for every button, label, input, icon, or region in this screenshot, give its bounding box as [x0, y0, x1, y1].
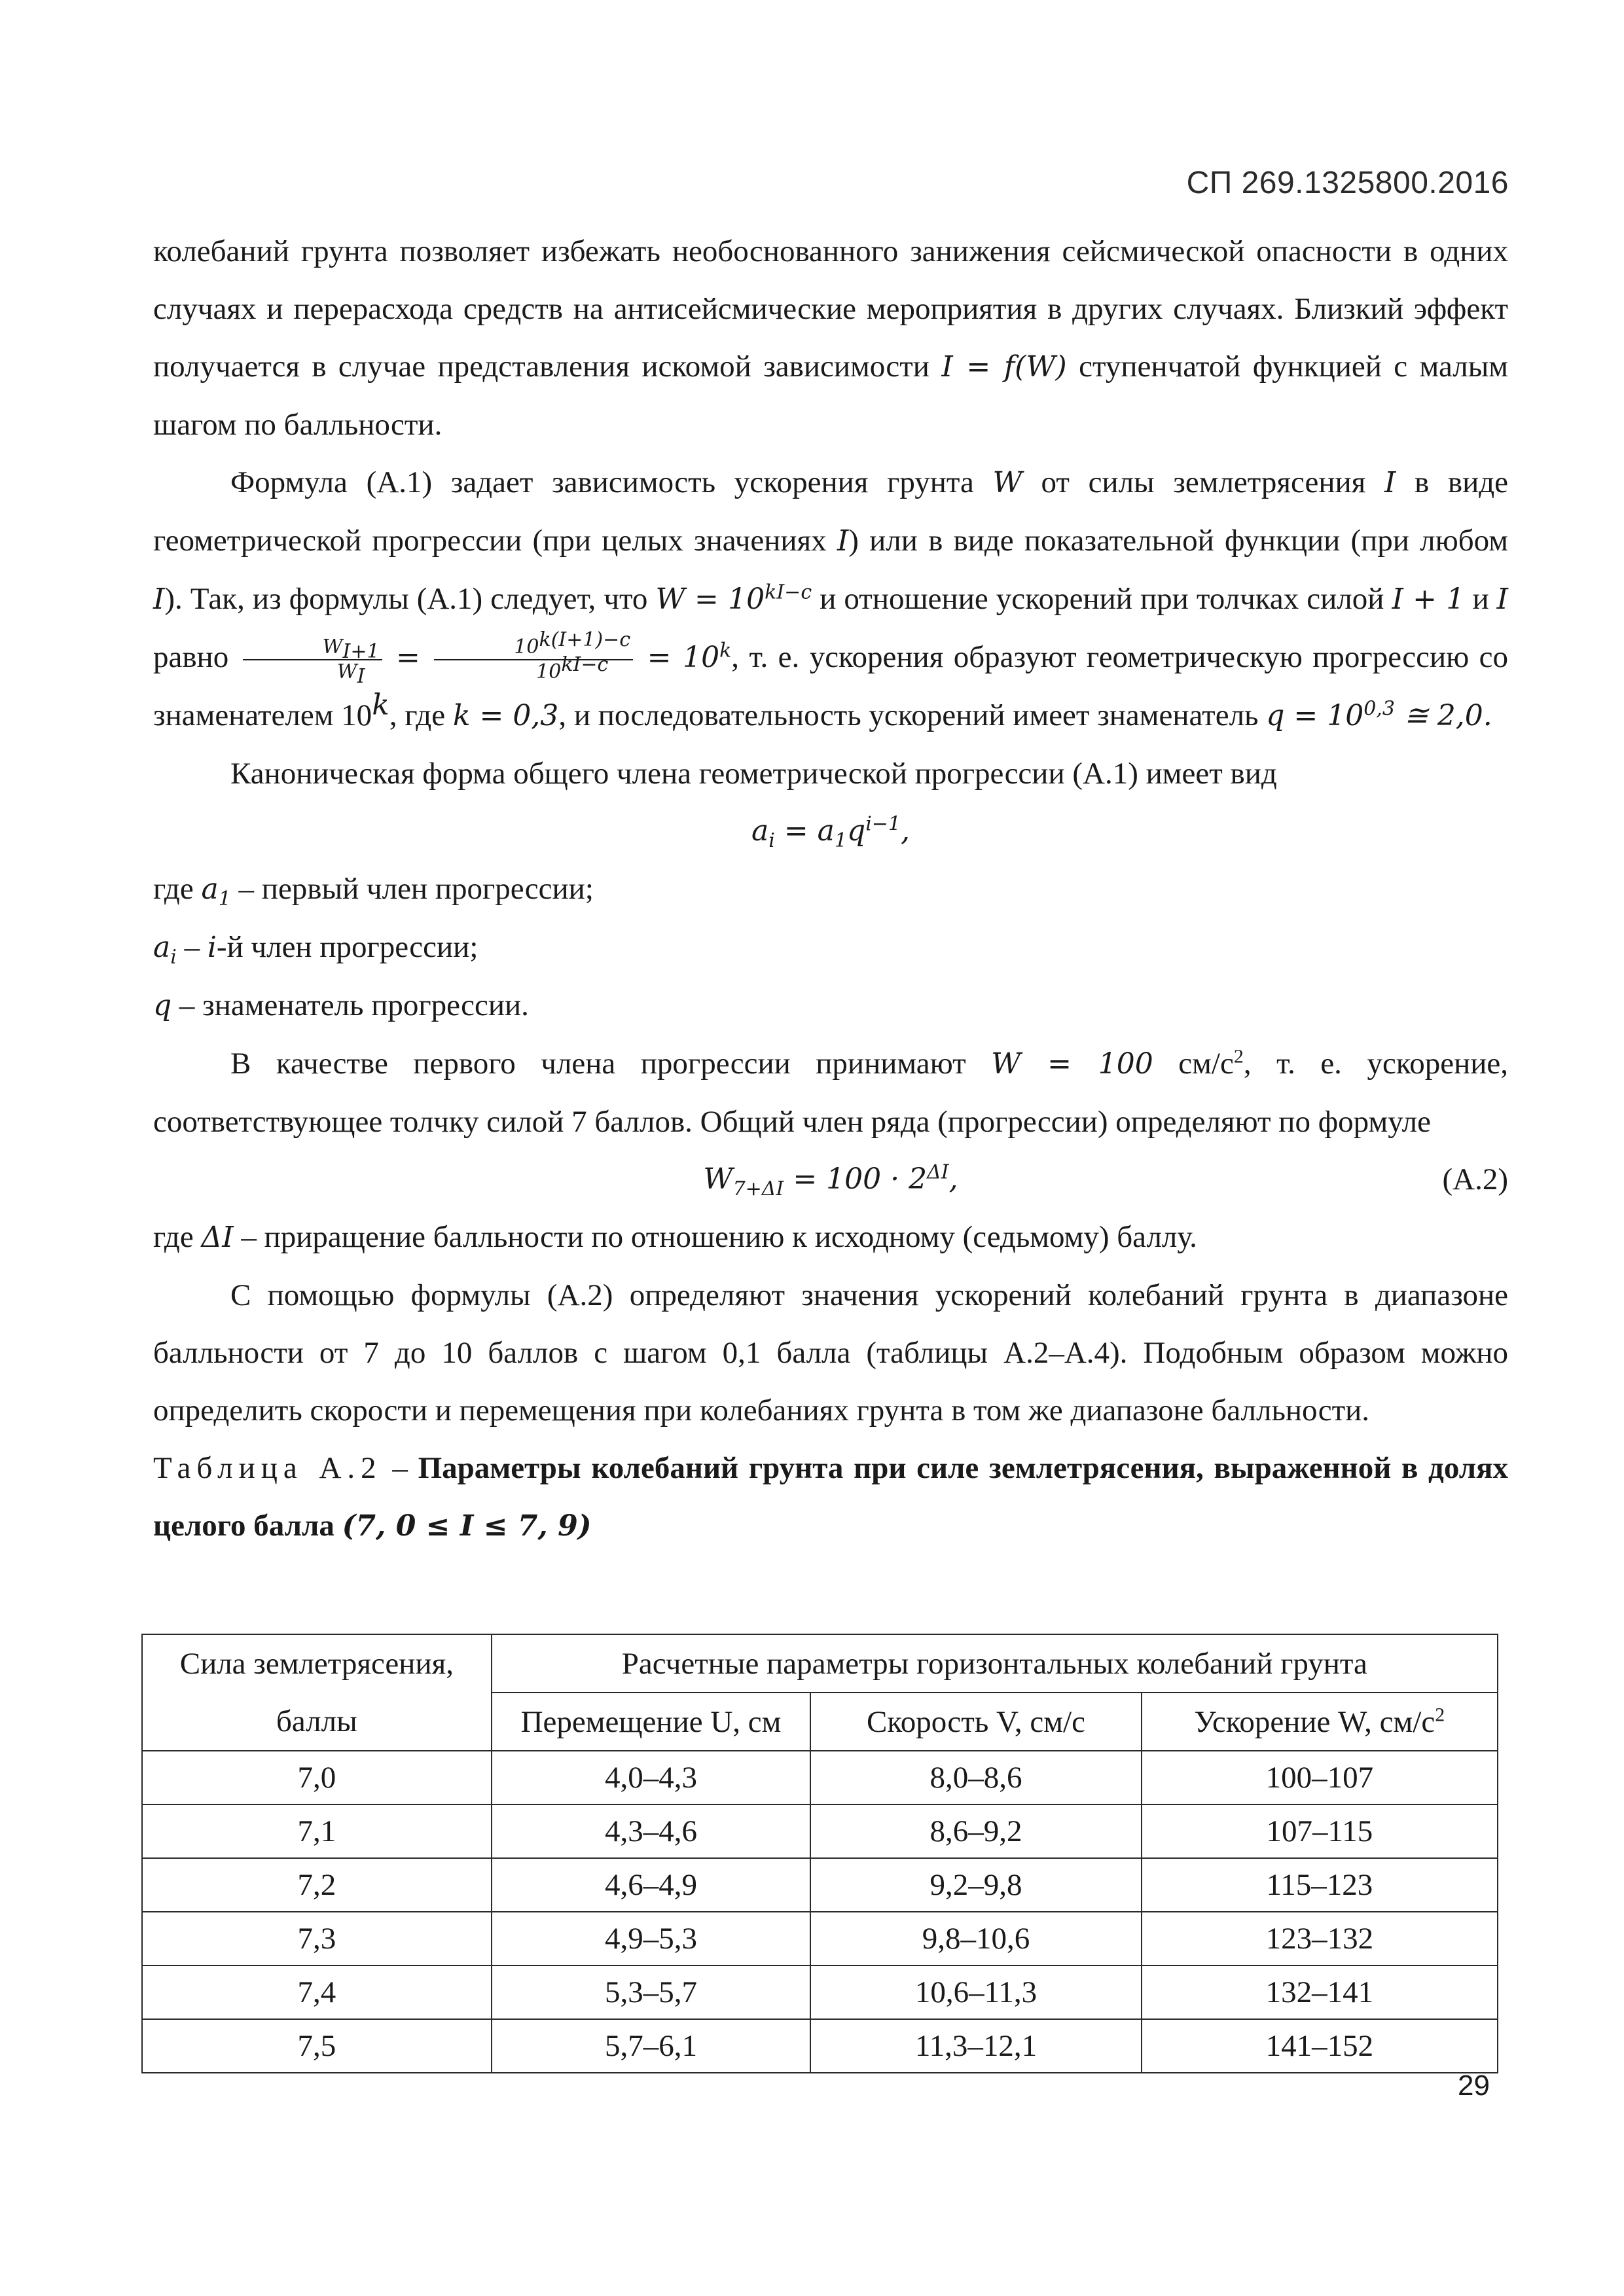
cell-displacement: 5,3–5,7 — [492, 1965, 811, 2019]
symbol-a: a — [201, 872, 219, 906]
table-title: Параметры колебаний грунта при силе землетрясения, выраженной в долях целого балла — [153, 1451, 1509, 1543]
table-range: (7, 0 ≤ I ≤ 7, 9) — [342, 1509, 592, 1543]
paragraph-text: Формула (А.1) задает зависимость ускорения грунта — [230, 465, 974, 499]
fraction-ratio — [243, 636, 382, 689]
symbol-w: W — [992, 466, 1022, 499]
equation-subscript: 1 — [834, 829, 848, 852]
fraction-denominator: W — [336, 660, 357, 684]
fraction-powers — [434, 628, 633, 684]
document-code: СП 269.1325800.2016 — [1186, 166, 1509, 200]
fraction-denominator: 10 — [536, 660, 562, 684]
fraction-numerator: 10 — [514, 636, 539, 659]
paragraph-first-term — [153, 1035, 1508, 1151]
equation-subscript: 7+ΔI — [732, 1177, 784, 1200]
formula-inline: W = 100 — [991, 1047, 1153, 1081]
cell-displacement: 4,9–5,3 — [492, 1912, 811, 1965]
equation-symbol: a — [751, 814, 769, 848]
where-line-4 — [153, 1208, 1508, 1266]
cell-displacement: 5,7–6,1 — [492, 2019, 811, 2073]
paragraph-text: в виде геометрической прогрессии (при целых значениях — [153, 465, 1509, 558]
cell-acceleration: 100–107 — [1142, 1751, 1498, 1804]
cell-velocity: 9,8–10,6 — [810, 1912, 1141, 1965]
caption-dash: – — [392, 1451, 408, 1485]
where-description: – приращение балльности по отношению к исходному (седьмому) баллу. — [241, 1220, 1197, 1254]
formula-base: q = 10 — [1266, 699, 1364, 732]
where-dash: – — [184, 930, 200, 964]
fraction-exponent: kI−c — [561, 653, 609, 677]
paragraph-text: ступенчатой функцией с малым шагом по балльности. — [153, 350, 1509, 442]
where-label: где — [153, 1220, 194, 1254]
paragraph-text: колебаний грунта позволяет избежать необоснованного занижения сейсмической опасности в одних случаях и перерасхода средств на антисейсмические мероприятия в других случаях. Близкий эффект получается в случае представления искомой зависимости — [153, 234, 1508, 384]
where-symbol — [153, 931, 177, 969]
table-row — [142, 1912, 1498, 1965]
formula-inline: I = f(W) — [941, 350, 1067, 384]
where-label: где — [153, 872, 194, 906]
cell-force: 7,1 — [142, 1804, 492, 1858]
where-description: -й член прогрессии; — [216, 930, 478, 964]
equation-general-term — [153, 802, 1508, 860]
symbol-q: q — [153, 989, 172, 1022]
cell-displacement: 4,6–4,9 — [492, 1858, 811, 1912]
symbol-i: I — [153, 583, 165, 616]
page-number: 29 — [1458, 2070, 1490, 2102]
formula-result — [647, 641, 732, 674]
symbol-subscript: i — [170, 945, 177, 969]
fraction-subscript: I — [357, 665, 365, 689]
document-body — [153, 223, 1508, 1555]
formula-base: W = 10 — [655, 583, 765, 616]
fraction-exponent: k(I+1)−c — [539, 628, 631, 652]
cell-velocity: 10,6–11,3 — [810, 1965, 1141, 2019]
paragraph-text: В качестве первого члена прогрессии принимают — [230, 1047, 966, 1081]
equation-symbol: q — [847, 814, 866, 848]
unit-text: см/с — [1178, 1047, 1234, 1081]
cell-velocity: 8,6–9,2 — [810, 1804, 1141, 1858]
paragraph-text: равно — [153, 640, 229, 674]
symbol-a: a — [153, 931, 171, 964]
paragraph-text: , т. е. ускорения образуют геометрическую прогрессию со знаменателем 10 — [153, 640, 1509, 732]
cell-acceleration: 107–115 — [1142, 1804, 1498, 1858]
formula-q — [1266, 699, 1492, 732]
table-body — [142, 1751, 1498, 2073]
unit-exponent: 2 — [1435, 1703, 1445, 1725]
paragraph-text: , и последовательность ускорений имеет знаменатель — [558, 698, 1259, 732]
where-line-2 — [153, 918, 1508, 977]
equation-symbol: = a — [784, 814, 835, 848]
equation-exponent: i−1 — [865, 812, 901, 836]
cell-force: 7,2 — [142, 1858, 492, 1912]
paragraph-text: и — [1472, 582, 1489, 616]
where-line-1 — [153, 860, 1508, 918]
cell-acceleration: 141–152 — [1142, 2019, 1498, 2073]
symbol-i: I — [837, 524, 849, 558]
paragraph-text: ) или в виде показательной функции (при любом — [848, 524, 1509, 558]
equation-subscript: i — [768, 829, 775, 852]
fraction-subscript: I+1 — [342, 640, 380, 664]
symbol-delta-i: ΔI — [201, 1221, 234, 1254]
cell-velocity: 9,2–9,8 — [810, 1858, 1141, 1912]
equation-symbol: W — [703, 1162, 733, 1196]
symbol-subscript: 1 — [218, 887, 231, 910]
col-header-group: Расчетные параметры горизонтальных колебаний грунта — [492, 1634, 1498, 1693]
formula-inline: k = 0,3 — [452, 699, 559, 732]
formula-base: = 10 — [647, 641, 720, 674]
paragraph-text: ). Так, из формулы (А.1) следует, что — [164, 582, 648, 616]
table-row — [142, 1804, 1498, 1858]
equation-punct: , — [901, 814, 911, 848]
paragraph-formula-a1 — [153, 454, 1508, 745]
cell-velocity: 11,3–12,1 — [810, 2019, 1141, 2073]
cell-acceleration: 123–132 — [1142, 1912, 1498, 1965]
col-header-acceleration — [1142, 1693, 1498, 1751]
cell-force: 7,0 — [142, 1751, 492, 1804]
cell-velocity: 8,0–8,6 — [810, 1751, 1141, 1804]
table-caption — [153, 1439, 1508, 1555]
equals-sign: = — [396, 641, 420, 674]
table-header-row — [142, 1634, 1498, 1693]
cell-force: 7,4 — [142, 1965, 492, 2019]
formula-tail: ≅ 2,0. — [1403, 699, 1492, 732]
where-description: – первый член прогрессии; — [238, 872, 594, 906]
cell-displacement: 4,3–4,6 — [492, 1804, 811, 1858]
formula-exponent: k — [372, 688, 389, 722]
cell-force: 7,3 — [142, 1912, 492, 1965]
table-row — [142, 1965, 1498, 2019]
formula-exponent: k — [719, 639, 732, 662]
formula-inline: I + 1 — [1392, 583, 1465, 616]
symbol-i: i — [207, 931, 217, 964]
header-text: Ускорение W, см/с — [1194, 1704, 1435, 1739]
table-label: Таблица А.2 — [153, 1451, 382, 1485]
cell-displacement: 4,0–4,3 — [492, 1751, 811, 1804]
equation-punct: , — [948, 1162, 958, 1196]
col-header-displacement: Перемещение U, см — [492, 1693, 811, 1751]
equation-number: (А.2) — [1442, 1162, 1508, 1196]
where-line-3 — [153, 977, 1508, 1035]
equation-exponent: ΔI — [927, 1160, 949, 1184]
paragraph-canonical: Каноническая форма общего члена геометрической прогрессии (А.1) имеет вид — [230, 757, 1277, 791]
table-row — [142, 1858, 1498, 1912]
formula-exponent: 0,3 — [1363, 697, 1395, 721]
equation-symbol: = 100 · 2 — [793, 1162, 928, 1196]
parameters-table — [141, 1634, 1498, 2073]
table-row — [142, 2019, 1498, 2073]
col-header-velocity: Скорость V, см/с — [810, 1693, 1141, 1751]
formula-exponent: kI−c — [765, 581, 812, 604]
where-symbol — [201, 872, 231, 910]
formula-w-power — [655, 583, 812, 616]
table-row — [142, 1751, 1498, 1804]
cell-force: 7,5 — [142, 2019, 492, 2073]
symbol-i: I — [1384, 466, 1396, 499]
paragraph-text: , т. е. ускорение, соответствующее толчку силой 7 баллов. Общий член ряда (прогрессии) определяют по формуле — [153, 1047, 1509, 1139]
cell-acceleration: 132–141 — [1142, 1965, 1498, 2019]
equation-a2 — [153, 1151, 1508, 1208]
unit-exponent: 2 — [1233, 1045, 1244, 1067]
fraction-numerator: W — [322, 636, 343, 659]
paragraph-text: , где — [389, 698, 446, 732]
where-description: – знаменатель прогрессии. — [179, 988, 529, 1022]
symbol-i: I — [1496, 583, 1509, 616]
paragraph-text: и отношение ускорений при толчках силой — [820, 582, 1384, 616]
cell-acceleration: 115–123 — [1142, 1858, 1498, 1912]
paragraph-range: С помощью формулы (А.2) определяют значения ускорений колебаний грунта в диапазоне балльности от 7 до 10 баллов с шагом 0,1 балла (таблицы А.2–А.4). Подобным образом можно определить скорости и перемещения при колебаниях грунта в том же диапазоне балльности. — [153, 1278, 1508, 1427]
paragraph-text: от силы землетрясения — [1041, 465, 1366, 499]
col-header-force: Сила землетрясения, баллы — [142, 1634, 492, 1751]
paragraph-intro — [153, 223, 1508, 454]
